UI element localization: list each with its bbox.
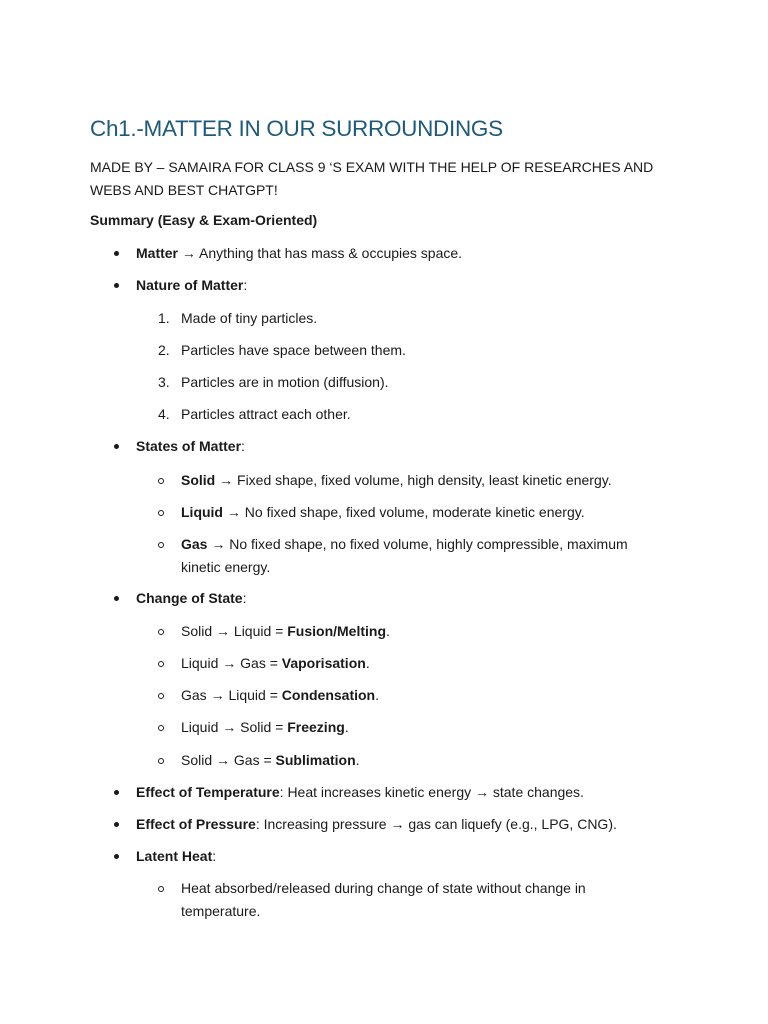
transition: Solid → Liquid = [181, 623, 288, 639]
term: Liquid [181, 504, 223, 520]
list-item-pressure [136, 814, 617, 834]
list-item-latent-detail: Heat absorbed/released during change of state without change in temperature. [181, 880, 586, 919]
list-number: 3. [158, 374, 170, 390]
bullet-circle [158, 758, 164, 764]
bullet-circle [158, 725, 164, 731]
list-item-fusion [181, 621, 390, 641]
bullet-dot [114, 822, 119, 827]
list-item-matter [136, 243, 462, 263]
bullet-circle [158, 510, 164, 516]
bullet-dot [114, 854, 119, 859]
definition: : Heat increases kinetic energy → state changes. [279, 784, 584, 800]
period: . [386, 623, 390, 639]
bullet-circle [158, 693, 164, 699]
period: . [344, 719, 349, 735]
bullet-circle [158, 661, 164, 667]
list-number: 1. [158, 310, 170, 326]
term: Matter [136, 245, 179, 261]
byline: MADE BY – SAMAIRA FOR CLASS 9 ‘S EXAM WITH THE HELP OF RESEARCHES AND WEBS AND BEST CHATGPT! [90, 159, 654, 198]
list-item-change [136, 588, 246, 608]
transition: Liquid → Gas = [181, 655, 282, 671]
transition: Liquid → Solid = [181, 719, 288, 735]
term: Sublimation [275, 752, 356, 768]
bullet-circle [158, 478, 164, 484]
term: Condensation [281, 687, 376, 703]
list-item: Particles have space between them. [181, 342, 406, 358]
term: Fusion/Melting [287, 623, 386, 639]
term: Solid [181, 472, 216, 488]
definition: : Increasing pressure → gas can liquefy (e.g., LPG, CNG). [255, 816, 617, 832]
list-item-states [136, 436, 245, 456]
list-item-freezing [181, 717, 349, 737]
list-item-vaporisation [181, 653, 370, 673]
list-item-gas [181, 533, 651, 578]
definition: → Anything that has mass & occupies space. [178, 245, 463, 261]
period: . [355, 752, 360, 768]
bullet-circle [158, 542, 164, 548]
period: . [375, 687, 380, 703]
colon: : [243, 277, 248, 293]
transition: Gas → Liquid = [181, 687, 282, 703]
bullet-dot [114, 596, 119, 601]
bullet-dot [114, 283, 119, 288]
term: Freezing [287, 719, 345, 735]
definition: → No fixed shape, no fixed volume, highly compressible, maximum kinetic energy. [181, 536, 628, 575]
bullet-dot [114, 444, 119, 449]
list-item-latent [136, 846, 216, 866]
colon: : [212, 848, 217, 864]
list-item: Particles are in motion (diffusion). [181, 374, 389, 390]
summary-heading: Summary (Easy & Exam-Oriented) [90, 212, 318, 228]
term: States of Matter [136, 438, 242, 454]
term: Effect of Temperature [136, 784, 280, 800]
colon: : [242, 590, 247, 606]
term: Effect of Pressure [136, 816, 256, 832]
list-item-nature [136, 275, 247, 295]
term: Gas [181, 536, 208, 552]
list-number: 2. [158, 342, 170, 358]
colon: : [241, 438, 245, 454]
list-number: 4. [158, 406, 170, 422]
list-item-solid [181, 470, 612, 490]
term: Change of State [136, 590, 243, 606]
bullet-circle [158, 629, 164, 635]
term: Latent Heat [136, 848, 213, 864]
term: Vaporisation [281, 655, 366, 671]
list-item-liquid [181, 502, 585, 522]
list-item-temperature [136, 782, 584, 802]
list-item: Made of tiny particles. [181, 310, 318, 326]
transition: Solid → Gas = [181, 752, 276, 768]
definition: → Fixed shape, fixed volume, high density, least kinetic energy. [215, 472, 612, 488]
bullet-dot [114, 790, 119, 795]
list-item-sublimation [181, 750, 360, 770]
bullet-circle [158, 886, 164, 892]
list-item: Particles attract each other. [181, 406, 351, 422]
definition: → No fixed shape, fixed volume, moderate kinetic energy. [223, 504, 585, 520]
term: Nature of Matter [136, 277, 244, 293]
list-item-condensation [181, 685, 379, 705]
bullet-dot [114, 251, 119, 256]
period: . [365, 655, 370, 671]
page-title: Ch1.-MATTER IN OUR SURROUNDINGS [90, 116, 503, 141]
